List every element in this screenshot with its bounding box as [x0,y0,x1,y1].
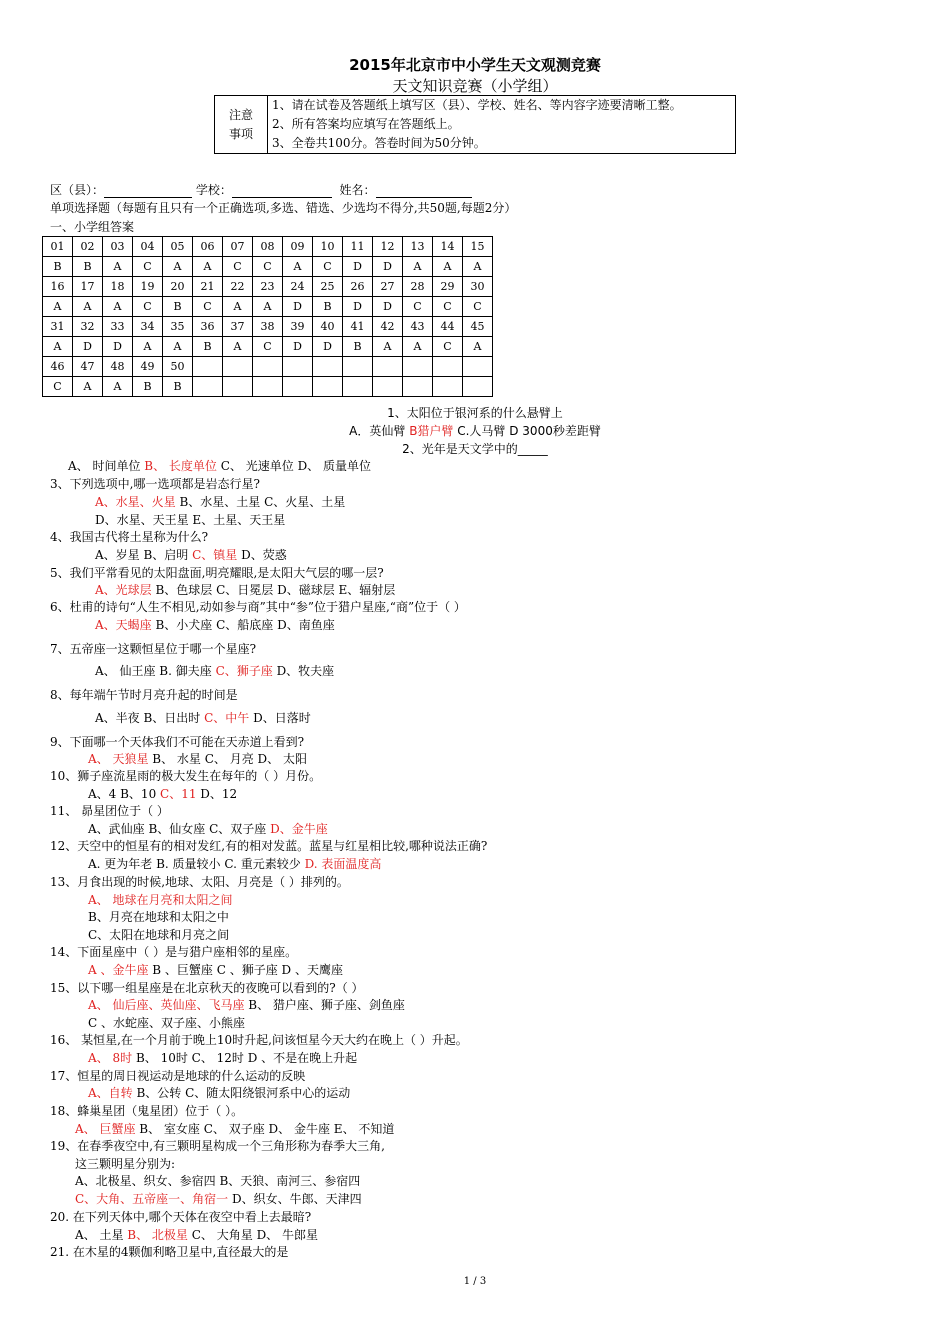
option-correct: C、大角、五帝座一、角宿一 [75,1192,229,1206]
question-8-options [95,709,311,726]
answer-cell: A [223,337,253,357]
option-correct: A、光球层 [95,583,152,597]
question-16-options [88,1049,357,1066]
answer-cell [403,377,433,397]
answer-cell: A [103,297,133,317]
district-input[interactable] [104,197,192,198]
answer-key-row [43,377,493,397]
district-label: 区（县）： [50,183,105,197]
question-10-options [88,785,237,802]
answer-cell: 35 [163,317,193,337]
option: D、织女、牛郎、天津四 [228,1192,362,1206]
question-15-options [88,996,405,1013]
name-input[interactable] [376,197,472,198]
answer-cell: 33 [103,317,133,337]
question-5: 5、我们平常看见的太阳盘面,明亮耀眼,是太阳大气层的哪一层? [50,566,384,580]
option: A、 土星 [75,1228,128,1242]
option: B、水星、土星 C、火星、土星 [175,495,346,509]
answer-cell [253,357,283,377]
page-title: 2015年北京市中小学生天文观测竞赛 [349,56,601,74]
answer-cell: 18 [103,277,133,297]
school-label: 学校： [195,183,232,197]
answer-cell: C [223,257,253,277]
option: A、 仙王座 B. 御夫座 [95,664,216,678]
option-correct: C、狮子座 [215,664,273,678]
school-input[interactable] [232,197,332,198]
option-correct: D、金牛座 [270,822,328,836]
answer-cell: 39 [283,317,313,337]
question-12: 12、天空中的恒星有的相对发红,有的相对发蓝。蓝星与红星相比较,哪种说法正确? [50,839,488,853]
question-18: 18、蜂巢星团（鬼星团）位于（ ）。 [50,1104,244,1118]
answer-cell: 10 [313,237,343,257]
option-correct: A、自转 [88,1086,133,1100]
question-9-options [88,750,307,767]
note-item: 2、所有答案均应填写在答题纸上。 [272,117,460,131]
answer-cell: D [313,337,343,357]
option: B、公转 C、随太阳绕银河系中心的运动 [132,1086,351,1100]
answer-cell: A [103,377,133,397]
answer-cell: A [43,297,73,317]
question-3-options-2: D、水星、天王星 E、土星、天王星 [95,513,286,527]
question-6-options [95,616,335,633]
answer-cell [283,357,313,377]
option: A．英仙臂 [349,424,410,438]
option: A、武仙座 B、仙女座 C、双子座 [88,822,271,836]
page-subtitle: 天文知识竞赛（小学组） [392,77,558,95]
answer-cell: 11 [343,237,373,257]
answer-cell: D [283,337,313,357]
answer-cell [373,357,403,377]
option: B、 水星 C、 月亮 D、 太阳 [148,752,307,766]
answer-cell: 02 [73,237,103,257]
answer-cell: 48 [103,357,133,377]
answer-cell: 37 [223,317,253,337]
answer-cell: 27 [373,277,403,297]
question-16: 16、 某恒星,在一个月前于晚上10时升起,问该恒星今天大约在晚上（ ）升起。 [50,1033,468,1047]
answer-cell: 17 [73,277,103,297]
answer-cell: B [163,377,193,397]
notes-content [268,96,736,154]
answer-cell: D [343,297,373,317]
answer-cell: A [433,257,463,277]
option: D、12 [196,787,238,801]
answer-cell: A [73,297,103,317]
option-correct: C、11 [160,787,197,801]
question-14: 14、下面星座中（ ）是与猎户座相邻的星座。 [50,945,298,959]
answer-cell: A [373,337,403,357]
question-2-options [68,457,371,474]
answer-cell: 43 [403,317,433,337]
question-20-options [75,1226,318,1243]
option-correct: A 、金牛座 [88,963,149,977]
answer-cell: 04 [133,237,163,257]
option: A、4 B、10 [88,787,161,801]
answer-cell: A [223,297,253,317]
answer-cell: D [73,337,103,357]
answer-cell [463,377,493,397]
answer-cell: 13 [403,237,433,257]
answer-number-row [43,237,493,257]
answer-cell: 42 [373,317,403,337]
question-13: 13、月食出现的时候,地球、太阳、月亮是（ ）排列的。 [50,875,349,889]
answer-cell: 25 [313,277,343,297]
answer-cell: A [163,337,193,357]
option: D、荧惑 [237,548,287,562]
question-4-options [95,546,287,563]
question-18-options [75,1120,394,1137]
notes-label-1: 注意 [228,107,253,122]
answer-cell [223,357,253,377]
answer-cell: B [133,377,163,397]
option: A、 时间单位 [68,459,145,473]
answer-cell: 40 [313,317,343,337]
answer-title: 一、小学组答案 [50,220,135,234]
answer-cell: 23 [253,277,283,297]
answer-cell: D [373,297,403,317]
info-fields [50,181,472,198]
question-19-text-2: 这三颗明星分别为: [75,1157,176,1171]
answer-cell: 03 [103,237,133,257]
answer-cell [313,377,343,397]
question-8: 8、每年端午节时月亮升起的时间是 [50,688,238,702]
answer-cell: 16 [43,277,73,297]
answer-cell: B [193,337,223,357]
answer-cell: 47 [73,357,103,377]
answer-cell: C [133,297,163,317]
answer-cell [343,357,373,377]
question-17-options [88,1084,350,1101]
answer-cell: D [283,297,313,317]
answer-cell: B [43,257,73,277]
option: B、 猎户座、狮子座、剑鱼座 [244,998,405,1012]
answer-cell: C [193,297,223,317]
answer-cell: 21 [193,277,223,297]
option-correct: D. 表面温度高 [304,857,382,871]
answer-cell: 22 [223,277,253,297]
option: C.人马臂 D 3000秒差距臂 [453,424,601,438]
option-correct: A、水星、火星 [95,495,176,509]
answer-cell: D [373,257,403,277]
question-1: 1、太阳位于银河系的什么悬臂上 [387,406,563,420]
answer-cell: 50 [163,357,193,377]
answer-cell: 06 [193,237,223,257]
note-item: 3、全卷共100分。答卷时间为50分钟。 [272,136,486,150]
answer-cell: C [433,297,463,317]
question-21: 21. 在木星的4颗伽利略卫星中,直径最大的是 [50,1245,289,1259]
answer-cell: A [463,337,493,357]
question-20: 20. 在下列天体中,哪个天体在夜空中看上去最暗? [50,1210,312,1224]
answer-cell: 36 [193,317,223,337]
answer-cell: D [343,257,373,277]
option-correct: B、 北极星 [127,1228,188,1242]
answer-cell [223,377,253,397]
answer-cell: 46 [43,357,73,377]
answer-cell: B [73,257,103,277]
option-correct: A、 天狼星 [88,752,149,766]
question-2: 2、光年是天文学中的_____ [402,442,548,456]
page-number: 1 / 3 [463,1276,487,1287]
option-correct: C、镇星 [192,548,238,562]
answer-cell [313,357,343,377]
option: B、色球层 C、日冕层 D、磁球层 E、辐射层 [151,583,396,597]
answer-cell: 01 [43,237,73,257]
answer-cell: A [193,257,223,277]
answer-cell: C [253,257,283,277]
answer-cell: 31 [43,317,73,337]
question-13-option-c: C、太阳在地球和月亮之间 [88,928,230,942]
name-label: 姓名： [339,183,376,197]
answer-cell: C [433,337,463,357]
question-3: 3、下列选项中,哪一选项都是岩态行星? [50,477,260,491]
answer-cell [463,357,493,377]
note-item: 1、请在试卷及答题纸上填写区（县）、学校、姓名、等内容字迹要清晰工整。 [272,98,682,112]
answer-number-row [43,277,493,297]
answer-number-row [43,357,493,377]
answer-cell: A [283,257,313,277]
option: D、牧夫座 [272,664,335,678]
question-13-option-b: B、月亮在地球和太阳之中 [88,910,229,924]
option-correct: C、中午 [204,711,250,725]
option: C、 光速单位 D、 质量单位 [216,459,371,473]
answer-cell: 20 [163,277,193,297]
answer-cell: A [43,337,73,357]
answer-cell: 41 [343,317,373,337]
answer-cell: 44 [433,317,463,337]
option: A. 更为年老 B. 质量较小 C. 重元素较少 [88,857,305,871]
answer-cell: D [103,337,133,357]
answer-key-row [43,297,493,317]
option-correct: B猎户臂 [409,424,454,438]
option-correct: A、 巨蟹座 [75,1122,136,1136]
option-correct: A、 8时 [88,1051,133,1065]
answer-cell [253,377,283,397]
answer-cell [343,377,373,397]
answer-cell [193,377,223,397]
question-7: 7、五帝座一这颗恒星位于哪一个星座? [50,642,257,656]
answer-cell: A [403,337,433,357]
question-3-options [95,493,345,510]
answer-cell [193,357,223,377]
notes-table [214,95,736,154]
question-19-options-2 [75,1190,362,1207]
answer-key-row [43,337,493,357]
answer-cell: C [253,337,283,357]
answer-cell: B [313,297,343,317]
answer-cell: A [253,297,283,317]
question-19-options: A、北极星、织女、参宿四 B、天狼、南河三、参宿四 [75,1174,361,1188]
option-correct: A、 仙后座、英仙座、飞马座 [88,998,245,1012]
question-10: 10、狮子座流星雨的极大发生在每年的（ ）月份。 [50,769,322,783]
question-13-option-a: A、 地球在月亮和太阳之间 [88,893,233,907]
answer-cell: C [313,257,343,277]
question-11: 11、 昴星团位于（ ） [50,804,169,818]
answer-cell: 28 [403,277,433,297]
answer-cell [433,377,463,397]
answer-cell: B [343,337,373,357]
question-12-options [88,855,381,872]
option: B、小犬座 C、船底座 D、南鱼座 [151,618,335,632]
answer-cell: 34 [133,317,163,337]
option: C、 大角星 D、 牛郎星 [187,1228,318,1242]
answer-cell: 07 [223,237,253,257]
answer-cell: 08 [253,237,283,257]
answer-cell: 38 [253,317,283,337]
answer-cell: 12 [373,237,403,257]
instruction: 单项选择题（每题有且只有一个正确选项,多选、错选、少选均不得分,共50题,每题2分） [50,201,517,215]
option: B 、巨蟹座 C 、狮子座 D 、天鹰座 [148,963,343,977]
answer-cell: 45 [463,317,493,337]
answer-cell: A [163,257,193,277]
answer-cell [403,357,433,377]
question-1-options [0,422,950,439]
option: B、 室女座 C、 双子座 D、 金牛座 E、 不知道 [135,1122,395,1136]
question-17: 17、恒星的周日视运动是地球的什么运动的反映 [50,1069,306,1083]
question-14-options [88,961,343,978]
answer-cell: 26 [343,277,373,297]
notes-label [215,96,268,154]
answer-cell: 15 [463,237,493,257]
answer-cell: 09 [283,237,313,257]
question-19: 19、在春季夜空中,有三颗明星构成一个三角形称为春季大三角, [50,1139,385,1153]
question-11-options [88,820,328,837]
question-15: 15、以下哪一组星座是在北京秋天的夜晚可以看到的?（ ） [50,981,364,995]
option: B、 10时 C、 12时 D 、不是在晚上升起 [132,1051,358,1065]
answer-cell: 05 [163,237,193,257]
answer-cell: C [43,377,73,397]
answer-cell: A [133,337,163,357]
answer-cell: 49 [133,357,163,377]
answer-cell: 24 [283,277,313,297]
answer-cell: A [403,257,433,277]
question-15-option-c: C 、水蛇座、双子座、小熊座 [88,1016,245,1030]
answer-cell [283,377,313,397]
question-5-options [95,581,395,598]
question-6: 6、杜甫的诗句“人生不相见,动如参与商”其中“参”位于猎户星座,“商”位于（ ） [50,600,466,614]
option: A、半夜 B、日出时 [95,711,205,725]
answer-cell: A [463,257,493,277]
answer-cell: 32 [73,317,103,337]
option: D、日落时 [249,711,311,725]
answer-cell [373,377,403,397]
question-9: 9、下面哪一个天体我们不可能在天赤道上看到? [50,735,305,749]
answer-cell: C [403,297,433,317]
question-7-options [95,662,334,679]
option-correct: B、 长度单位 [144,459,217,473]
notes-label-2: 事项 [228,126,253,141]
answer-cell [433,357,463,377]
answer-number-row [43,317,493,337]
answer-key-row [43,257,493,277]
option-correct: A、天蝎座 [95,618,152,632]
answer-cell: C [463,297,493,317]
answer-cell: A [73,377,103,397]
option: A、岁星 B、启明 [95,548,193,562]
answer-cell: A [103,257,133,277]
answer-cell: 19 [133,277,163,297]
answer-cell: C [133,257,163,277]
answer-cell: 30 [463,277,493,297]
question-4: 4、我国古代将土星称为什么? [50,530,209,544]
answer-cell: B [163,297,193,317]
answer-table [42,236,493,397]
answer-cell: 14 [433,237,463,257]
answer-cell: 29 [433,277,463,297]
